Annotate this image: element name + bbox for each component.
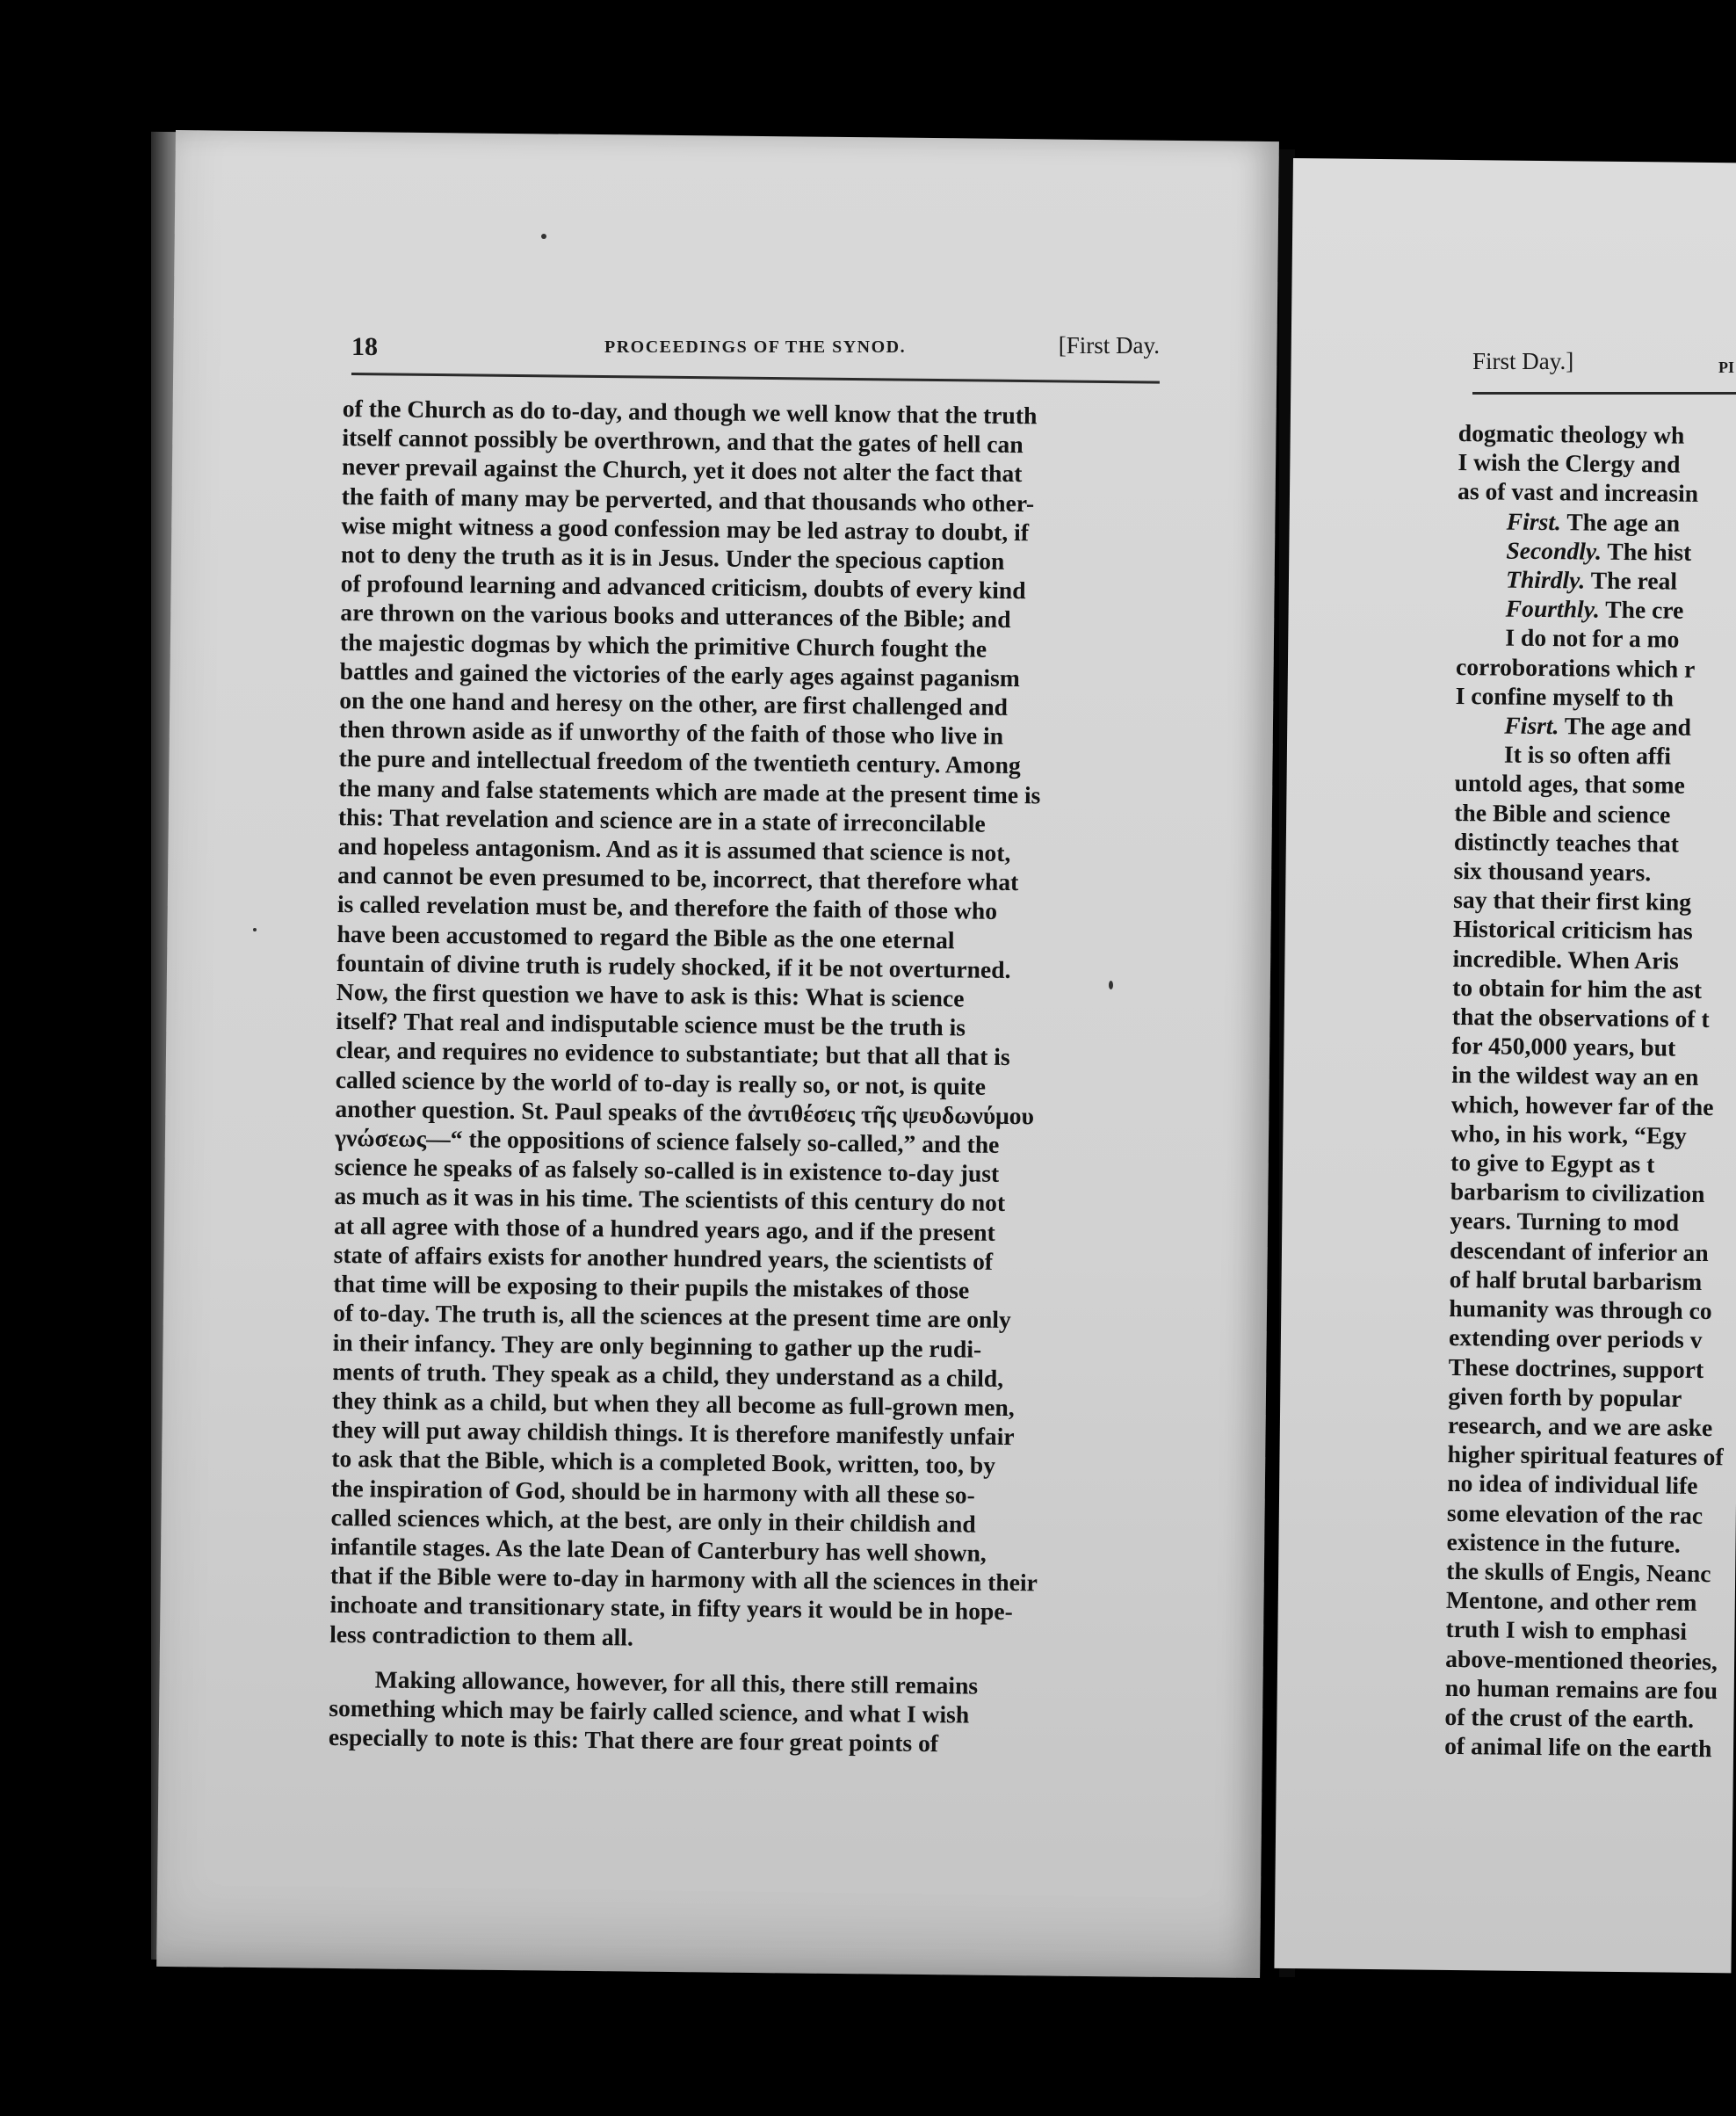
text-line: on the one hand and heresy on the other, are first challenged and <box>339 686 1009 721</box>
text-line <box>1445 1673 1735 1706</box>
line-text: existence in the future. <box>1446 1527 1681 1558</box>
line-text: corroborations which r <box>1455 652 1696 683</box>
line-text: of animal life on the earth <box>1444 1732 1712 1763</box>
text-line: never prevail against the Church, yet it does not alter the fact that <box>341 453 1023 488</box>
italic-heading: Fourthly. <box>1505 594 1600 623</box>
text-line: wise might witness a good confession may be led astray to doubt, if <box>341 511 1030 546</box>
line-text: Mentone, and other rem <box>1445 1586 1697 1617</box>
text-line: less contradiction to them all. <box>329 1620 634 1651</box>
text-line: then thrown aside as if unworthy of the faith of those who live in <box>338 715 1004 750</box>
text-line: state of affairs exists for another hundred years, the scientists of <box>333 1240 994 1275</box>
text-line <box>1456 652 1736 685</box>
text-line <box>1447 1439 1736 1472</box>
text-line <box>1450 1148 1736 1180</box>
text-line <box>1446 1556 1736 1589</box>
text-line <box>1447 1468 1736 1501</box>
text-line: fountain of divine truth is rudely shocked, if it be not overturned. <box>336 948 1011 983</box>
line-text: given forth by popular <box>1448 1381 1682 1412</box>
text-line <box>1448 1381 1736 1414</box>
text-line <box>1448 1410 1736 1443</box>
line-text: untold ages, that some <box>1454 769 1685 800</box>
text-line: called sciences which, at the best, are only in their childish and <box>330 1503 976 1538</box>
text-line <box>1446 1585 1736 1618</box>
text-line <box>1453 885 1736 917</box>
text-line: in their infancy. They are only beginning to gather up the rudi- <box>332 1328 982 1363</box>
line-text: The hist <box>1601 537 1692 566</box>
ink-speck <box>253 928 257 931</box>
text-line <box>1458 418 1736 451</box>
line-text: humanity was through co <box>1449 1294 1712 1325</box>
text-line <box>1451 1060 1736 1092</box>
right-header-rule <box>1472 392 1736 395</box>
right-page-body <box>1444 418 1736 1764</box>
text-line <box>1444 1731 1734 1764</box>
text-line <box>1451 1031 1736 1063</box>
text-line <box>1449 1322 1736 1355</box>
text-line <box>1446 1527 1736 1560</box>
text-line: the pure and intellectual freedom of the twentieth century. Among <box>338 744 1021 779</box>
text-line <box>1452 944 1736 976</box>
line-text: some elevation of the rac <box>1446 1498 1703 1529</box>
italic-heading: Secondly. <box>1506 536 1602 565</box>
line-text: descendant of inferior an <box>1449 1236 1709 1266</box>
line-text: The age and <box>1559 712 1692 741</box>
text-line <box>1457 535 1736 568</box>
text-line <box>1451 1090 1736 1122</box>
line-text: who, in his work, “Egy <box>1450 1119 1687 1149</box>
text-line: Now, the first question we have to ask is this: What is science <box>336 978 965 1012</box>
text-line: that if the Bible were to-day in harmony with all the sciences in their <box>329 1562 1038 1597</box>
text-line: of the Church as do to-day, and though we well know that the truth <box>342 394 1038 430</box>
text-line <box>1450 1177 1736 1209</box>
line-text: which, however far of the <box>1450 1090 1714 1120</box>
italic-heading: Fisrt. <box>1504 711 1559 740</box>
line-text: in the wildest way an en <box>1451 1061 1699 1091</box>
line-text: extending over periods v <box>1448 1323 1703 1354</box>
line-text: no human remains are fou <box>1444 1673 1718 1704</box>
text-line <box>1449 1294 1736 1326</box>
text-line <box>1450 1236 1736 1268</box>
text-line <box>1452 1002 1736 1034</box>
text-line: infantile stages. As the late Dean of Canterbury has well shown, <box>330 1532 987 1567</box>
text-line: battles and gained the victories of the early ages against paganism <box>339 656 1020 692</box>
line-text: no idea of individual life <box>1447 1469 1698 1500</box>
text-line: that time will be exposing to their pupils the mistakes of those <box>333 1270 970 1304</box>
text-line: clear, and requires no evidence to substantiate; but that all that is <box>336 1036 1010 1071</box>
ink-speck <box>541 234 546 239</box>
line-text: six thousand years. <box>1453 857 1652 887</box>
line-text: say that their first king <box>1453 886 1692 917</box>
line-text: truth I wish to emphasi <box>1445 1615 1688 1646</box>
text-line <box>1453 856 1736 888</box>
text-line: have been accustomed to regard the Bible as the one eternal <box>336 919 955 953</box>
line-text: years. Turning to mod <box>1450 1207 1680 1237</box>
line-text: The age an <box>1560 507 1681 537</box>
italic-heading: First. <box>1506 507 1562 535</box>
line-text: higher spiritual features of <box>1447 1440 1724 1471</box>
line-text: the Bible and science <box>1454 798 1671 829</box>
text-line: to ask that the Bible, which is a completed Book, written, too, by <box>331 1445 996 1480</box>
line-text: of the crust of the earth. <box>1444 1702 1695 1733</box>
text-line <box>1444 1702 1734 1735</box>
text-line: of to-day. The truth is, all the sciences at the present time are only <box>332 1299 1011 1334</box>
line-text: I do not for a mo <box>1505 623 1680 654</box>
text-line <box>1458 476 1736 509</box>
line-text: to obtain for him the ast <box>1452 973 1703 1004</box>
text-line <box>1450 1206 1736 1238</box>
text-line <box>1456 622 1736 655</box>
line-text: dogmatic theology wh <box>1458 418 1685 449</box>
text-line: another question. St. Paul speaks of the ἀντιθέσεις τῆς ψευδωνύμου <box>335 1094 1035 1130</box>
text-line: ments of truth. They speak as a child, they understand as a child, <box>332 1357 1004 1392</box>
text-line: is called revelation must be, and therefore the faith of those who <box>336 890 998 925</box>
left-page-body <box>329 394 1151 1760</box>
line-text: The real <box>1585 566 1678 595</box>
text-line <box>1454 827 1736 859</box>
text-line <box>1452 973 1736 1005</box>
right-running-day: First Day.] <box>1472 348 1574 374</box>
line-text: the skulls of Engis, Neanc <box>1446 1556 1711 1588</box>
text-line: itself cannot possibly be overthrown, and that the gates of hell can <box>342 424 1024 459</box>
running-head <box>351 332 1160 367</box>
text-line: the inspiration of God, should be in harmony with all these so- <box>330 1474 975 1509</box>
page-number: 18 <box>351 332 378 361</box>
line-text: that the observations of t <box>1451 1003 1710 1033</box>
text-line: γνώσεως—“ the oppositions of science falsely so-called,” and the <box>334 1124 1000 1158</box>
text-line: itself? That real and indisputable science must be the truth is <box>336 1007 966 1041</box>
line-text: I wish the Clergy and <box>1458 448 1681 478</box>
text-line <box>1447 1497 1736 1530</box>
text-line <box>1455 739 1736 772</box>
line-text: as of vast and increasin <box>1457 477 1699 508</box>
text-line <box>1454 798 1736 830</box>
text-line <box>1449 1351 1736 1384</box>
line-text: distinctly teaches that <box>1453 827 1680 858</box>
text-line: and cannot be even presumed to be, incorrect, that therefore what <box>337 861 1019 896</box>
text-line <box>1458 447 1736 480</box>
text-line <box>1445 1643 1735 1676</box>
text-line <box>1457 593 1736 626</box>
text-line: the many and false statements which are made at the present time is <box>338 773 1041 808</box>
line-text: research, and we are aske <box>1447 1410 1713 1441</box>
text-line: at all agree with those of a hundred years ago, and if the present <box>333 1211 995 1246</box>
text-line: science he speaks of as falsely so-called is in existence to-day just <box>334 1153 1000 1188</box>
italic-heading: Thirdly. <box>1505 565 1586 594</box>
text-line <box>1445 1614 1735 1647</box>
text-line <box>1450 1265 1736 1297</box>
text-line <box>1455 710 1736 743</box>
line-text: incredible. When Aris <box>1452 944 1680 975</box>
text-line: they think as a child, but when they all become as full-grown men, <box>331 1386 1015 1421</box>
line-text: above-mentioned theories, <box>1445 1644 1718 1675</box>
line-text: These doctrines, support <box>1448 1352 1704 1383</box>
text-line <box>1453 914 1736 946</box>
line-text: barbarism to civilization <box>1450 1178 1705 1208</box>
line-text: I confine myself to th <box>1455 681 1675 712</box>
line-text: It is so often affi <box>1503 740 1672 770</box>
text-line <box>1458 506 1736 539</box>
text-line: and hopeless antagonism. And as it is assumed that science is not, <box>337 832 1011 867</box>
text-line <box>1454 768 1736 801</box>
line-text: for 450,000 years, but <box>1451 1032 1676 1062</box>
text-line: inchoate and transitionary state, in fifty years it would be in hope- <box>329 1591 1013 1626</box>
text-line <box>1457 564 1736 597</box>
right-running-title-fragment: PI <box>1718 359 1734 376</box>
text-line: called science by the world of to-day is really so, or not, is quite <box>335 1065 987 1100</box>
line-text: to give to Egypt as t <box>1450 1149 1655 1178</box>
running-day: [First Day. <box>1058 332 1160 359</box>
text-line: especially to note is this: That there are four great points of <box>328 1723 939 1757</box>
text-line: Making allowance, however, for all this, there still remains <box>374 1665 979 1699</box>
text-line: as much as it was in his time. The scientists of this century do not <box>334 1182 1006 1217</box>
text-line <box>1456 681 1736 714</box>
text-line: are thrown on the various books and utterances of the Bible; and <box>340 598 1011 634</box>
running-title: PROCEEDINGS OF THE SYNOD. <box>604 337 907 357</box>
text-line: they will put away childish things. It is therefore manifestly unfair <box>331 1416 1015 1451</box>
line-text: of half brutal barbarism <box>1449 1265 1703 1295</box>
line-text: Historical criticism has <box>1452 915 1693 946</box>
text-line: something which may be fairly called science, and what I wish <box>329 1693 970 1728</box>
line-text: The cre <box>1599 595 1684 624</box>
text-line: not to deny the truth as it is in Jesus. Under the specious caption <box>340 540 1005 575</box>
text-line: of profound learning and advanced criticism, doubts of every kind <box>340 569 1026 605</box>
text-line: the faith of many may be perverted, and that thousands who other- <box>341 482 1035 517</box>
text-line: this: That revelation and science are in a state of irreconcilable <box>337 802 986 837</box>
text-line <box>1450 1119 1736 1151</box>
text-line: the majestic dogmas by which the primitive Church fought the <box>339 627 987 663</box>
